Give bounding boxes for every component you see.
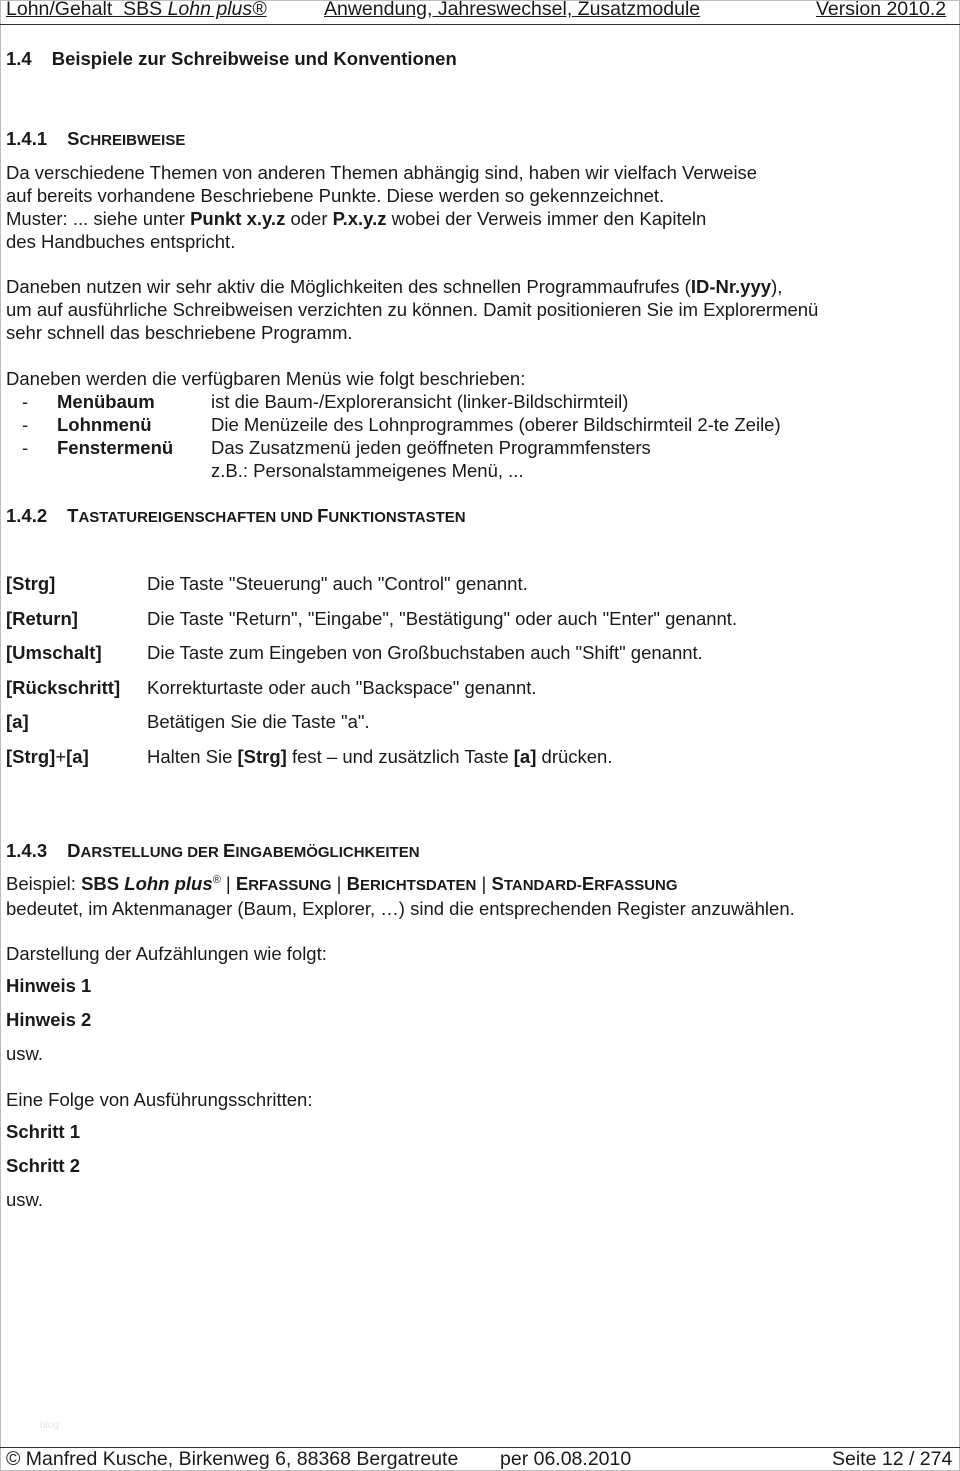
key-combo-description: Halten Sie [Strg] fest – und zusätzlich Taste [a] drücken. — [147, 746, 613, 767]
watermark: blog — [40, 1420, 59, 1431]
key-label: [Umschalt] — [6, 642, 102, 663]
menu-term: Lohnmenü — [57, 414, 152, 435]
key-description: Korrekturtaste oder auch "Backspace" genannt. — [147, 677, 537, 698]
menu-item-bullets: - - - — [22, 391, 29, 458]
example-line: Beispiel: SBS Lohn plus® | ERFASSUNG | BERICHTSDATEN | STANDARD-ERFASSUNG — [6, 873, 678, 894]
key-label: [Strg] — [6, 573, 56, 594]
steps-intro: Eine Folge von Ausführungsschritten: — [6, 1089, 313, 1110]
menu-intro: Daneben werden die verfügbaren Menüs wie folgt beschrieben: — [6, 368, 526, 389]
key-description: Die Taste "Return", "Eingabe", "Bestätigung" oder auch "Enter" genannt. — [147, 608, 738, 629]
enumeration-item: Hinweis 1 — [6, 975, 92, 996]
key-description: Die Taste zum Eingeben von Großbuchstaben auch "Shift" genannt. — [147, 642, 703, 663]
menu-term: Fenstermenü — [57, 437, 174, 458]
paragraph-program-call: Daneben nutzen wir sehr aktiv die Möglichkeiten des schnellen Programmaufrufes (ID-Nr.yyy), um auf ausführliche Schreibweisen verzichten zu können. Damit positionieren Sie im Explorermenü sehr schnell das beschriebene Programm. — [6, 276, 819, 343]
key-description: Betätigen Sie die Taste "a". — [147, 711, 370, 732]
key-label: [Return] — [6, 608, 78, 629]
menu-item-terms — [57, 390, 173, 459]
menu-item-descriptions — [211, 390, 781, 482]
key-description: Die Taste "Steuerung" auch "Control" genannt. — [147, 573, 528, 594]
section-1-4-3-heading: 1.4.3 DARSTELLUNG DER EINGABEMÖGLICHKEITEN — [6, 840, 420, 861]
step-item: Schritt 1 — [6, 1121, 81, 1142]
section-1-4-1-heading: 1.4.1 SCHREIBWEISE — [6, 128, 186, 149]
section-1-4-heading: 1.4 Beispiele zur Schreibweise und Konventionen — [6, 48, 457, 69]
enumeration-item: Hinweis 2 — [6, 1009, 92, 1030]
steps-etc: usw. — [6, 1189, 44, 1210]
footer-copyright: © Manfred Kusche, Birkenweg 6, 88368 Bergatreute — [6, 1448, 459, 1470]
paragraph-references: Da verschiedene Themen von anderen Themen abhängig sind, haben wir vielfach Verweise auf bereits vorhandene Beschriebene Punkte. Diese werden so gekennzeichnet. Muster: ... siehe unter Punkt x.y.z oder P.x.y.z wobei der Verweis immer den Kapiteln des Handbuches entspricht. — [6, 162, 758, 252]
menu-desc: Die Menüzeile des Lohnprogrammes (oberer Bildschirmteil 2-te Zeile) — [211, 414, 781, 435]
menu-term: Menübaum — [57, 391, 155, 412]
menu-desc-continuation: z.B.: Personalstammeigenes Menü, ... — [211, 460, 524, 481]
footer-date: per 06.08.2010 — [500, 1448, 632, 1470]
footer-page-number: Seite 12 / 274 — [832, 1448, 953, 1470]
header-left: Lohn/Gehalt SBS Lohn plus® — [6, 0, 267, 20]
step-item: Schritt 2 — [6, 1155, 81, 1176]
header-title: Anwendung, Jahreswechsel, Zusatzmodule — [324, 0, 701, 20]
header-rule — [0, 24, 960, 25]
section-1-4-2-heading: 1.4.2 TASTATUREIGENSCHAFTEN UND FUNKTIONSTASTEN — [6, 505, 466, 526]
key-label: [a] — [6, 711, 29, 732]
header-version: Version 2010.2 — [816, 0, 947, 20]
menu-desc: ist die Baum-/Exploreransicht (linker-Bildschirmteil) — [211, 391, 629, 412]
enumeration-intro: Darstellung der Aufzählungen wie folgt: — [6, 943, 327, 964]
key-label: [Rückschritt] — [6, 677, 121, 698]
example-description: bedeutet, im Aktenmanager (Baum, Explorer, …) sind die entsprechenden Register anzuwählen. — [6, 898, 795, 919]
menu-desc: Das Zusatzmenü jeden geöffneten Programmfensters — [211, 437, 651, 458]
key-combo-label: [Strg]+[a] — [6, 746, 89, 767]
enumeration-etc: usw. — [6, 1043, 44, 1064]
